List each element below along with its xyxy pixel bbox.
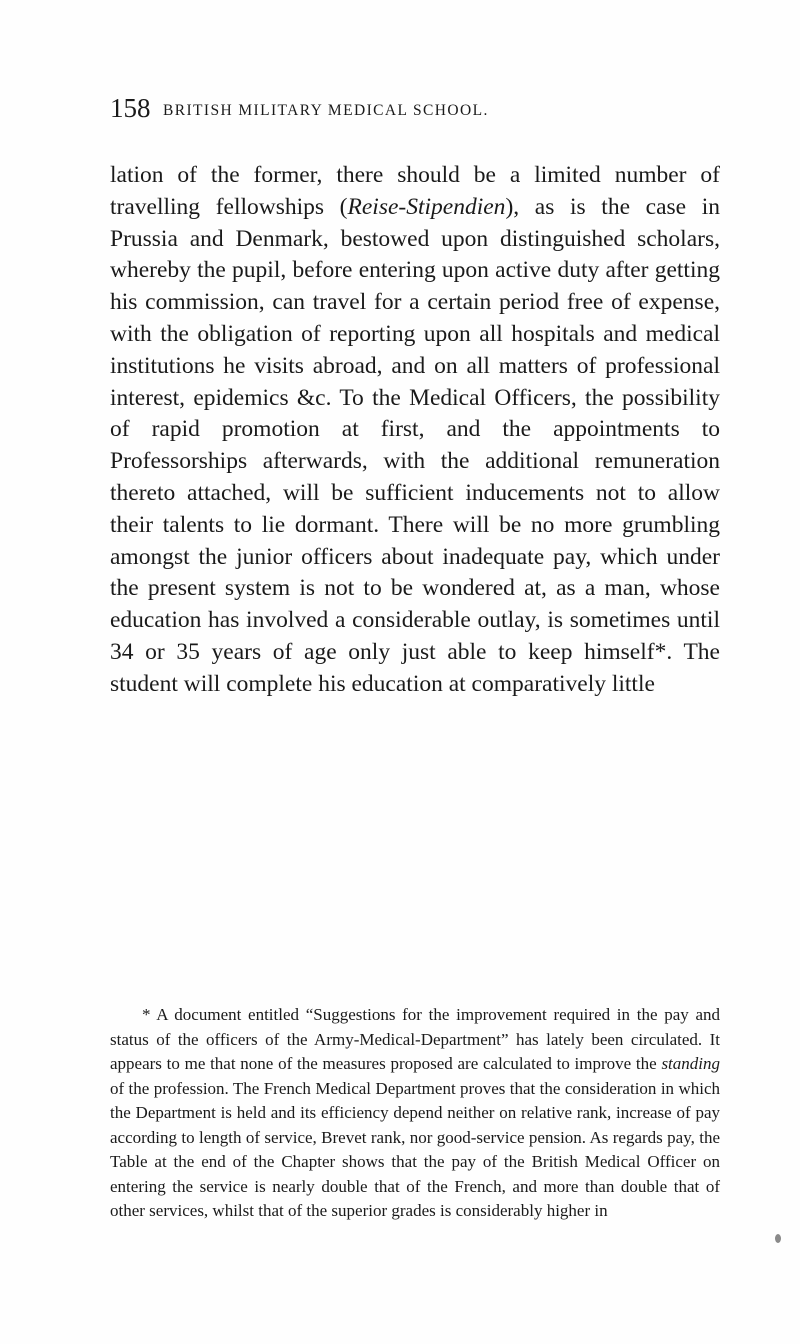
footnote-italic-term: standing [661,1054,720,1073]
main-text-part-2: ), as is the case in Prussia and Denmark, bestowed upon distinguished scholars, whereby the pupil, before entering upon active duty after getting his commission, can travel for a certain period free of expense, with the obligation of reporting upon all hospitals and medical institutions he visits abroad, and on all matters of professional interest, epidemics &c. To the Medical Officers, the possibility of rapid promotion at first, and the appointments to Professorships afterwards, with the additional remuneration thereto attached, will be sufficient inducements not to allow their talents to lie dormant. There will be no more grumbling amongst the junior officers about inadequate pay, which under the present system is not to be wondered at, as a man, whose education has involved a considerable outlay, is sometimes until 34 or 35 years of age only just able to keep himself*. The student will complete his education at comparatively little [110,193,720,697]
main-text-part-1: lation of the former, there should be a limited number of travelling fellowships ( [110,162,720,220]
running-title: BRITISH MILITARY MEDICAL SCHOOL. [163,102,489,119]
footnote [110,1003,720,1224]
footnote-part-2: of the profession. The French Medical Department proves that the consideration in which the Department is held and its efficiency depend neither on relative rank, increase of pay according to length of service, Brevet rank, nor good-service pension. As regards pay, the Table at the end of the Chapter shows that the pay of the British Medical Officer on entering the service is nearly double that of the French, and more than double that of other services, whilst that of the superior grades is considerably higher in [110,1078,720,1220]
main-paragraph-text [110,160,720,701]
main-paragraph [110,160,720,701]
ink-speck [775,1234,781,1243]
footnote-text [110,1003,720,1224]
footnote-part-1: * A document entitled “Suggestions for the improvement required in the pay and status of the officers of the Army-Medical-Department” has lately been circulated. It appears to me that none of the measures proposed are calculated to improve the [110,1005,720,1073]
page-header [110,88,710,128]
main-text-italic-term: Reise-Stipendien [347,193,506,220]
page-number: 158 [110,93,151,123]
